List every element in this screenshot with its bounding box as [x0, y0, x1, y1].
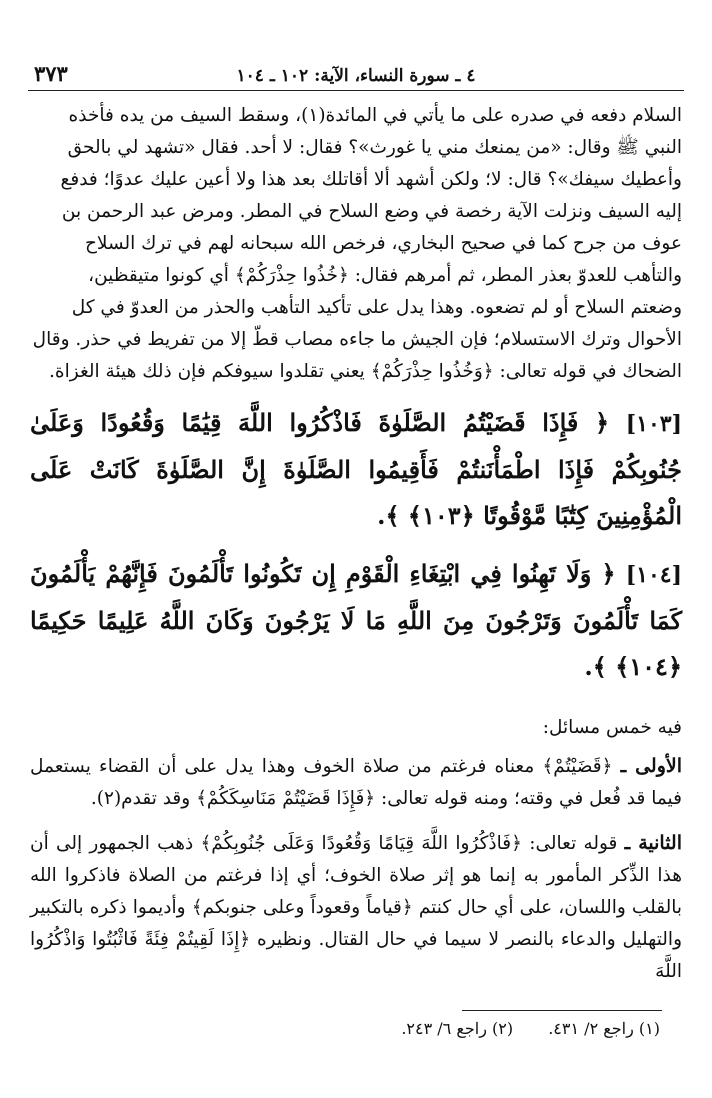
page-number: ٣٧٣: [34, 61, 68, 86]
ayah-number: [١٠٤]: [625, 562, 683, 588]
text-line: السلام دفعه في صدره على ما يأتي في المائدة(١)، وسقط السيف من يده فأخذه: [68, 105, 682, 126]
text-line: النبي ﷺ وقال: «من يمنعك مني يا غورث»؟ فقال: لا أحد. فقال «تشهد لي بالحق: [67, 137, 682, 158]
masala-second: [30, 827, 682, 988]
text-line: والتأهب للعدوّ بعذر المطر، ثم أمرهم فقال: ﴿خُذُوا حِذْرَكُمْ﴾ أي كونوا متيقظين،: [88, 265, 682, 286]
ayah-text: ﴿ فَإِذَا قَضَيْتُمُ الصَّلَوٰةَ فَاذْكُرُوا اللَّهَ قِيَٰمًا وَقُعُودًا وَعَلَىٰ جُنُوبِكُمْ فَإِذَا اطْمَأْنَنتُمْ فَأَقِيمُوا الصَّلَوٰةَ إِنَّ الصَّلَوٰةَ كَانَتْ عَلَى الْمُؤْمِنِينَ كِتَٰبًا مَّوْقُوتًا ﴿١٠٣﴾ ﴾.: [30, 408, 682, 530]
text-line: الأحوال وترك الاستسلام؛ فإن الجيش ما جاءه مصاب قطّ إلا من تفريط في حذر. وقال: [32, 329, 682, 350]
ayah-text: ﴿ وَلَا تَهِنُوا فِي ابْتِغَاءِ الْقَوْمِ إِن تَكُونُوا تَأْلَمُونَ فَإِنَّهُمْ يَأْلَمُونَ كَمَا تَأْلَمُونَ وَتَرْجُونَ مِنَ اللَّهِ مَا لَا يَرْجُونَ وَكَانَ اللَّهُ عَلِيمًا حَكِيمًا ﴿١٠٤﴾ ﴾.: [30, 559, 682, 681]
text-line: وضعتم السلاح أو لم تضعوه. وهذا يدل على تأكيد التأهب والحذر من العدوّ في كل: [71, 297, 682, 318]
text-line: إليه السيف ونزلت الآية رخصة في وضع السلاح في المطر. ومرض عبد الرحمن بن: [61, 201, 682, 222]
masala-label: الأولى ـ: [620, 755, 682, 777]
text-line: الضحاك في قوله تعالى: ﴿وَخُذُوا حِذْرَكُمْ﴾ يعني تقلدوا سيوفكم فإن ذلك هيئة الغزاة.: [49, 361, 682, 382]
header-title: ٤ ـ سورة النساء، الآية: ١٠٢ ـ ١٠٤: [236, 66, 476, 86]
masala-label: الثانية ـ: [624, 832, 682, 854]
footnote-divider: [462, 1010, 662, 1011]
masala-first: [30, 750, 682, 815]
page-content: [30, 100, 682, 988]
ayah-104: [30, 551, 682, 690]
footnote: (٢) راجع ٦/ ٢٤٣.: [401, 1019, 514, 1038]
running-header: [28, 56, 684, 91]
footnotes: [30, 1018, 660, 1040]
masail-heading: فيه خمس مسائل:: [542, 717, 682, 738]
commentary-paragraph: [30, 100, 682, 388]
text-line: عوف من جرح كما في صحيح البخاري، فرخص الله سبحانه لهم في ترك السلاح: [84, 233, 682, 254]
masala-text: قوله تعالى: ﴿فَاذْكُرُوا اللَّهَ قِيَامًا وَقُعُودًا وَعَلَى جُنُوبِكُمْ﴾ ذهب الجمهور إلى أن هذا الذِّكر المأمور به إنما هو إثر صلاة الخوف؛ أي إذا فرغتم من الصلاة فاذكروا الله بالقلب واللسان، على أي حال كنتم ﴿قياماً وقعوداً وعلى جنوبكم﴾ وأديموا ذكره بالتكبير والتهليل والدعاء بالنصر لا سيما في حال القتال. ونظيره ﴿إِذَا لَقِيتُمْ فِئَةً فَاثْبُتُوا وَاذْكُرُوا اللَّهَ: [30, 833, 682, 982]
ayah-103: [30, 400, 682, 539]
ayah-number: [١٠٣]: [625, 411, 682, 437]
footnote: (١) راجع ٢/ ٤٣١.: [548, 1019, 660, 1038]
text-line: وأعطيك سيفك»؟ قال: لا؛ ولكن أشهد ألا أقاتلك بعد هذا ولا أعين عليك عدوًا؛ فدفع: [60, 169, 682, 190]
masala-text: ﴿قَضَيْتُمْ﴾ معناه فرغتم من صلاة الخوف وهذا يدل على أن القضاء يستعمل فيما قد فُعل في وقته؛ ومنه قوله تعالى: ﴿فَإِذَا قَضَيْتُمْ مَنَاسِكَكُمْ﴾ وقد تقدم(٢).: [30, 756, 682, 809]
